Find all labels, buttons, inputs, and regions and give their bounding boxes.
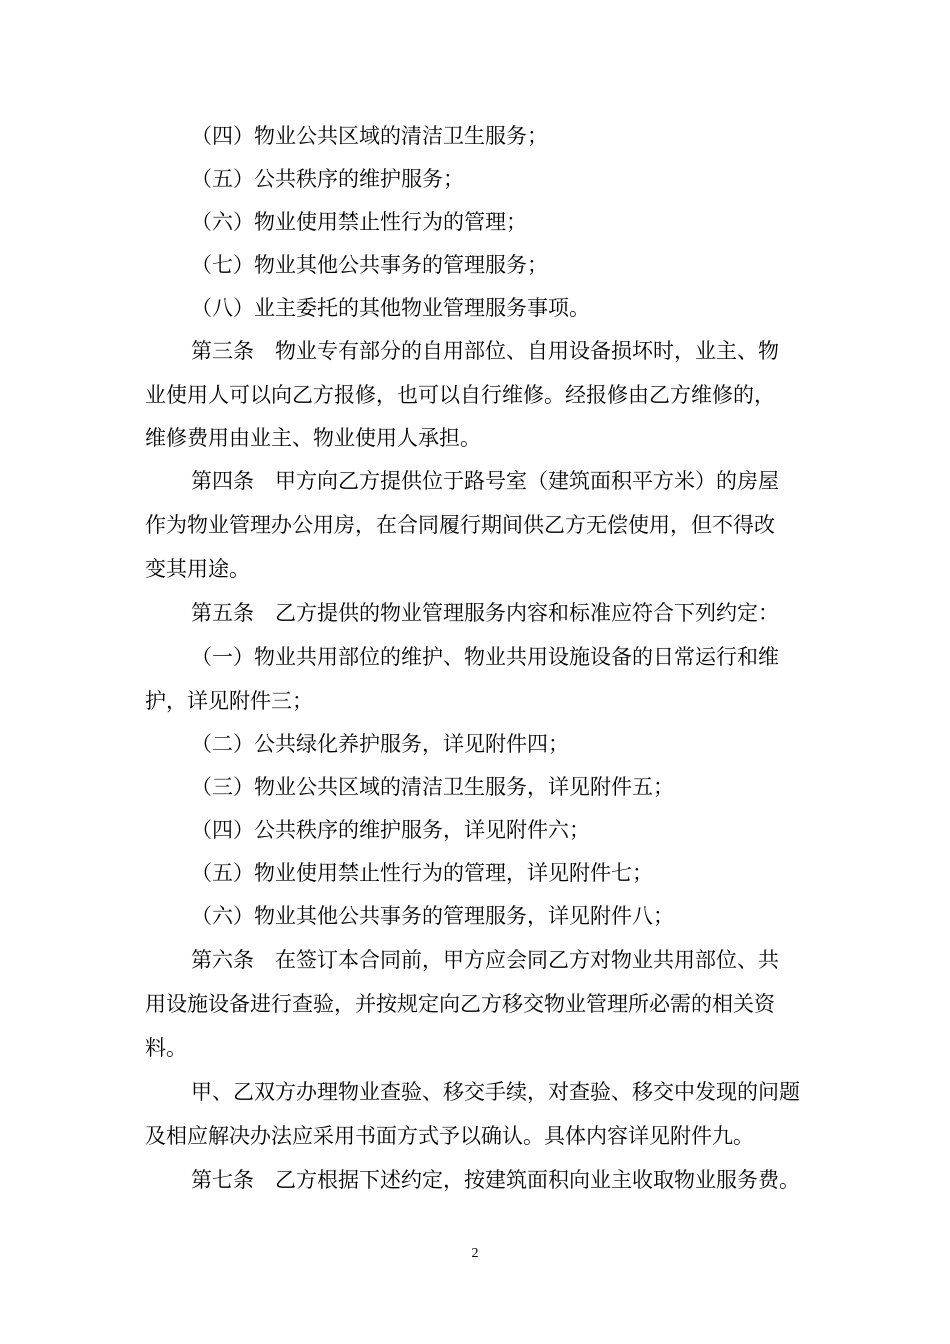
article-4-line-2: 作为物业管理办公用房，在合同履行期间供乙方无偿使用，但不得改	[145, 513, 775, 537]
page-number: 2	[471, 1246, 479, 1261]
article-3-line-2: 业使用人可以向乙方报修，也可以自行维修。经报修由乙方维修的，	[145, 383, 775, 407]
article-5-item-4: （四）公共秩序的维护服务，详见附件六；	[191, 818, 590, 842]
article-5-item-6: （六）物业其他公共事务的管理服务，详见附件八；	[191, 904, 674, 928]
article-5-item-2: （二）公共绿化养护服务，详见附件四；	[191, 732, 569, 756]
article-5-item-1-line-2: 护，详见附件三；	[145, 689, 313, 713]
article-3-line-1: 第三条 物业专有部分的自用部位、自用设备损坏时，业主、物	[191, 339, 779, 363]
article-5-line-1: 第五条 乙方提供的物业管理服务内容和标准应符合下列约定：	[191, 601, 779, 625]
article-3-line-3: 维修费用由业主、物业使用人承担。	[145, 426, 481, 450]
article-5-item-5: （五）物业使用禁止性行为的管理，详见附件七；	[191, 861, 653, 885]
article-6-line-3: 料。	[145, 1036, 187, 1060]
article-6-para-2-line-2: 及相应解决办法应采用书面方式予以确认。具体内容详见附件九。	[145, 1124, 754, 1148]
article-5-item-3: （三）物业公共区域的清洁卫生服务，详见附件五；	[191, 775, 674, 799]
clause-item-5: （五）公共秩序的维护服务；	[191, 167, 464, 191]
article-5-item-1-line-1: （一）物业共用部位的维护、物业共用设施设备的日常运行和维	[191, 645, 779, 669]
article-7-line-1: 第七条 乙方根据下述约定，按建筑面积向业主收取物业服务费。	[191, 1168, 800, 1192]
article-6-para-2-line-1: 甲、乙双方办理物业查验、移交手续，对查验、移交中发现的问题	[191, 1080, 800, 1104]
article-4-line-3: 变其用途。	[145, 557, 250, 581]
article-6-line-2: 用设施设备进行查验，并按规定向乙方移交物业管理所必需的相关资	[145, 992, 775, 1016]
clause-item-6: （六）物业使用禁止性行为的管理；	[191, 210, 527, 234]
clause-item-4: （四）物业公共区域的清洁卫生服务；	[191, 124, 548, 148]
article-6-line-1: 第六条 在签订本合同前，甲方应会同乙方对物业共用部位、共	[191, 948, 779, 972]
clause-item-8: （八）业主委托的其他物业管理服务事项。	[191, 296, 590, 320]
article-4-line-1: 第四条 甲方向乙方提供位于路号室（建筑面积平方米）的房屋	[191, 469, 779, 493]
clause-item-7: （七）物业其他公共事务的管理服务；	[191, 253, 548, 277]
